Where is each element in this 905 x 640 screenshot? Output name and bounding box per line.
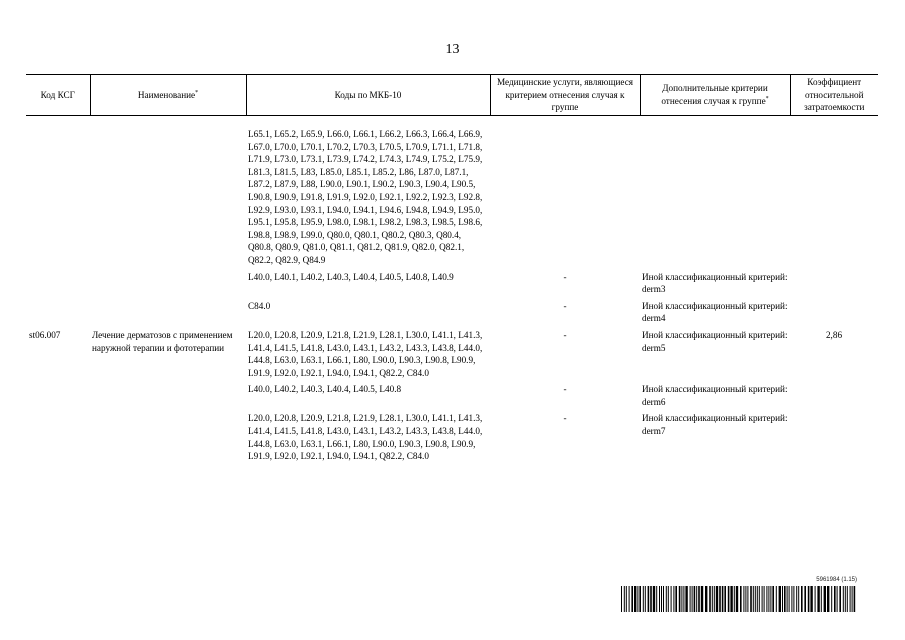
barcode-bar [793, 586, 794, 612]
barcode-bar [696, 586, 697, 612]
cell-services: - [563, 413, 567, 424]
barcode-bar [663, 586, 664, 612]
barcode-bar [831, 586, 832, 612]
barcode-bar [698, 586, 700, 612]
barcode-bar [730, 586, 732, 612]
cell-name [90, 412, 246, 466]
header-criteria-text: Дополнительные критерии отнесения случая к группе [661, 83, 768, 106]
barcode-bar [736, 586, 738, 612]
cell-code [26, 383, 90, 412]
header-name-text: Наименование [137, 89, 196, 100]
barcode-bar [681, 586, 682, 612]
table-body [26, 116, 878, 467]
cell-name [90, 383, 246, 412]
cell-services: - [563, 329, 567, 340]
cell-services [490, 128, 640, 271]
header-criteria [640, 75, 790, 116]
barcode-bar [796, 586, 797, 612]
barcode-bar [656, 586, 657, 612]
barcode-bar [845, 586, 846, 612]
barcode-bar [852, 586, 853, 612]
cell-criteria [640, 128, 790, 271]
barcode-bar [683, 586, 684, 612]
barcode-bar [779, 586, 781, 612]
barcode-bar [650, 586, 652, 612]
barcode-bar [798, 586, 799, 612]
cell-code [26, 300, 90, 329]
cell-mkb: L20.0, L20.8, L20.9, L21.8, L21.9, L28.1, L30.0, L41.1, L41.3, L41.4, L41.5, L41.8, L43.0, L43.1, L43.2, L43.3, L43.8, L44.0, L44.8, L63.0, L63.1, L66.1, L80, L90.0, L90.3, L90.8, L90.9, L91.9, L92.0, L92.1, L94.0, L94.1, Q82.2, C84.0 [248, 329, 483, 378]
cell-criteria: Иной классификационный критерий: derm4 [642, 300, 788, 324]
barcode-bar [643, 586, 644, 612]
barcode-bar [817, 586, 819, 612]
table-spacer-row [26, 116, 878, 129]
barcode-bar [747, 586, 748, 612]
header-name [90, 75, 246, 116]
cell-code [26, 271, 90, 300]
barcode-bar [843, 586, 844, 612]
cell-mkb: L20.0, L20.8, L20.9, L21.8, L21.9, L28.1, L30.0, L41.1, L41.3, L41.4, L41.5, L41.8, L43.0, L43.1, L43.2, L43.3, L43.8, L44.0, L44.8, L63.0, L63.1, L66.1, L80, L90.0, L90.3, L90.8, L90.9, L91.9, L92.0, L92.1, L94.0, L94.1, Q82.2, C84.0 [248, 413, 483, 462]
barcode-bar [659, 586, 660, 612]
barcode-bar [734, 586, 735, 612]
cell-coef [790, 383, 878, 412]
barcode-bar [762, 586, 763, 612]
barcode-bar [745, 586, 746, 612]
barcode-bar [701, 586, 703, 612]
cell-coef [790, 128, 878, 271]
table-spacer-cell [26, 116, 878, 129]
barcode-bar [839, 586, 841, 612]
barcode-bar [750, 586, 752, 612]
barcode-bar [764, 586, 765, 612]
cell-code: st06.007 [29, 329, 61, 340]
cell-criteria: Иной классификационный критерий: derm6 [642, 384, 788, 407]
header-criteria-footnote-mark: * [765, 95, 769, 102]
barcode-bar [631, 586, 633, 612]
barcode-bar [690, 586, 691, 612]
cell-name [90, 128, 246, 271]
barcode-bar [709, 586, 711, 612]
table-row [26, 383, 878, 412]
barcode-bar [759, 586, 760, 612]
ksg-table [26, 74, 878, 467]
barcode-bar [791, 586, 792, 612]
barcode-bar [824, 586, 826, 612]
barcode-bar [685, 586, 687, 612]
cell-criteria: Иной классификационный критерий: derm7 [642, 413, 788, 437]
cell-criteria: Иной классификационный критерий: derm5 [642, 329, 788, 353]
cell-coef: 2,86 [825, 329, 843, 340]
cell-code [26, 128, 90, 271]
barcode-bar [810, 586, 812, 612]
table-row [26, 300, 878, 329]
cell-mkb: L40.0, L40.2, L40.3, L40.4, L40.5, L40.8 [248, 384, 402, 395]
barcode-bar [827, 586, 829, 612]
page-number: 13 [445, 42, 460, 57]
barcode-bar [712, 586, 713, 612]
barcode-bar [629, 586, 630, 612]
barcode-bar [782, 586, 783, 612]
header-coef: Коэффициент относительной затратоемкости [790, 75, 878, 116]
barcode-bar [787, 586, 788, 612]
barcode-bar [740, 586, 742, 612]
barcode-bar [639, 586, 641, 612]
table-row [26, 271, 878, 300]
cell-coef [790, 300, 878, 329]
barcode-bar [766, 586, 767, 612]
barcode-bar [772, 586, 774, 612]
barcode-bar [815, 586, 816, 612]
barcode-bar [666, 586, 667, 612]
barcode-bar [834, 586, 836, 612]
cell-mkb: L40.0, L40.1, L40.2, L40.3, L40.4, L40.5, L40.8, L40.9 [248, 271, 454, 282]
barcode-bar [776, 586, 777, 612]
barcode-bar [850, 586, 851, 612]
cell-mkb: L65.1, L65.2, L65.9, L66.0, L66.1, L66.2, L66.3, L66.4, L66.9, L67.0, L70.0, L70.1, L70.2, L70.3, L70.5, L70.9, L71.1, L71.8, L71.9, L73.0, L73.1, L73.9, L74.2, L74.3, L74.9, L75.2, L75.9, L81.3, L81.5, L83, L85.0, L85.1, L85.2, L86, L87.0, L87.1, L87.2, L87.9, L88, L90.0, L90.1, L90.2, L90.3, L90.4, L90.5, L90.8, L90.9, L91.8, L91.9, L92.0, L92.1, L92.2, L92.3, L92.8, L92.9, L93.0, L93.1, L94.0, L94.1, L94.6, L94.8, L94.9, L95.0, L95.1, L95.8, L95.9, L98.0, L98.1, L98.2, L98.3, L98.5, L98.6, L98.8, L98.9, L99.0, Q80.0, Q80.1, Q80.2, Q80.3, Q80.4, Q80.8, Q80.9, Q81.0, Q81.1, Q81.2, Q81.9, Q82.0, Q82.1, Q82.2, Q82.9, Q84.9 [248, 129, 483, 265]
barcode-bar [626, 586, 627, 612]
barcode-bar [716, 586, 718, 612]
barcode-bar [653, 586, 655, 612]
header-mkb: Коды по МКБ-10 [246, 75, 490, 116]
barcode-bar [770, 586, 771, 612]
barcode-bar [645, 586, 646, 612]
barcode-bar [804, 586, 806, 612]
table-header-row [26, 75, 878, 116]
cell-name: Лечение дерматозов с применением наружной терапии и фототерапии [92, 329, 233, 353]
cell-services: - [563, 384, 567, 395]
cell-criteria: Иной классификационный критерий: derm3 [642, 271, 788, 295]
barcode-bar [668, 586, 669, 612]
cell-code [26, 412, 90, 466]
barcode-bar [637, 586, 638, 612]
barcode-bar [714, 586, 715, 612]
barcode-label: 5961984 (1.15) [816, 577, 857, 583]
barcode-bar [728, 586, 730, 612]
table-row [26, 128, 878, 271]
barcode-image [621, 586, 857, 612]
barcode-bar [847, 586, 848, 612]
barcode-bar [854, 586, 856, 612]
barcode-bar [621, 586, 622, 612]
barcode-bar [722, 586, 724, 612]
barcode-bar [692, 586, 693, 612]
barcode-bar [743, 586, 744, 612]
barcode-bar [753, 586, 754, 612]
barcode-bar [784, 586, 786, 612]
table-row [26, 329, 878, 383]
barcode-bar [675, 586, 677, 612]
barcode-bar [808, 586, 810, 612]
header-name-footnote-mark: * [195, 89, 199, 96]
table-row [26, 412, 878, 466]
barcode-bar [673, 586, 674, 612]
barcode-bar [634, 586, 636, 612]
barcode-bar [719, 586, 721, 612]
cell-coef [790, 412, 878, 466]
header-services: Медицинские услуги, являющиеся критерием отнесения случая к группе [490, 75, 640, 116]
barcode-bar [694, 586, 696, 612]
barcode-bar [661, 586, 662, 612]
barcode-bar [757, 586, 758, 612]
barcode-bar [768, 586, 769, 612]
barcode-bar [724, 586, 726, 612]
barcode-bar [755, 586, 756, 612]
barcode-bar [679, 586, 681, 612]
cell-name [90, 300, 246, 329]
barcode-bar [789, 586, 790, 612]
header-code: Код КСГ [26, 75, 90, 116]
barcode-bar [624, 586, 625, 612]
barcode-bar [837, 586, 838, 612]
barcode-bar [801, 586, 803, 612]
cell-name [90, 271, 246, 300]
barcode-bar [648, 586, 650, 612]
barcode-bar [705, 586, 707, 612]
barcode-bar [821, 586, 822, 612]
cell-coef [790, 271, 878, 300]
cell-mkb: C84.0 [248, 300, 271, 311]
barcode-bar [671, 586, 672, 612]
cell-services: - [563, 300, 567, 311]
cell-services: - [563, 271, 567, 282]
